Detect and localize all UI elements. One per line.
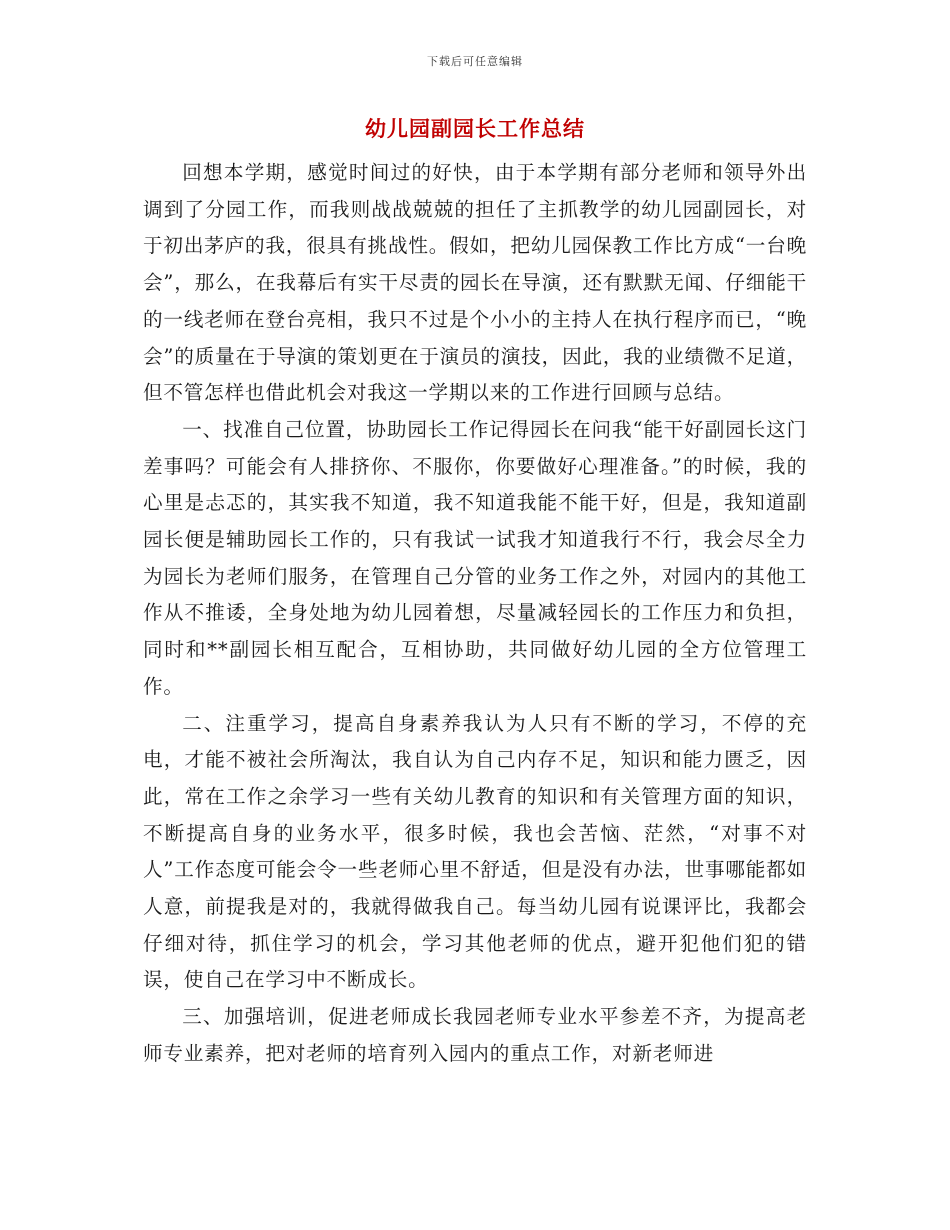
paragraph-section-3: 三、加强培训，促进老师成长我园老师专业水平参差不齐，为提高老师专业素养，把对老师的培育列入园内的重点工作，对新老师进 [143, 1005, 807, 1065]
document-title: 幼儿园副园长工作总结 [365, 116, 585, 141]
document-body [143, 155, 807, 1073]
header-note: 下载后可任意编辑 [427, 55, 523, 68]
paragraph-section-1: 一、找准自己位置，协助园长工作记得园长在问我“能干好副园长这门差事吗？可能会有人排挤你、不服你，你要做好心理准备。”的时候，我的心里是忐忑的，其实我不知道，我不知道我能不能干好，但是，我知道副园长便是辅助园长工作的，只有我试一试我才知道我行不行，我会尽全力为园长为老师们服务，在管理自己分管的业务工作之外，对园内的其他工作从不推诿，全身处地为幼儿园着想，尽量减轻园长的工作压力和负担，同时和**副园长相互配合，互相协助，共同做好幼儿园的全方位管理工作。 [143, 417, 807, 698]
paragraph-intro: 回想本学期，感觉时间过的好快，由于本学期有部分老师和领导外出调到了分园工作，而我则战战兢兢的担任了主抓教学的幼儿园副园长，对于初出茅庐的我，很具有挑战性。假如，把幼儿园保教工作比方成“一台晚会”，那么，在我幕后有实干尽责的园长在导演，还有默默无闻、仔细能干的一线老师在登台亮相，我只不过是个小小的主持人在执行程序而已，“晚会”的质量在于导演的策划更在于演员的演技，因此，我的业绩微不足道，但不管怎样也借此机会对我这一学期以来的工作进行回顾与总结。 [143, 161, 807, 405]
paragraph-section-2: 二、注重学习，提高自身素养我认为人只有不断的学习，不停的充电，才能不被社会所淘汰，我自认为自己内存不足，知识和能力匮乏，因此，常在工作之余学习一些有关幼儿教育的知识和有关管理方面的知识，不断提高自身的业务水平，很多时候，我也会苦恼、茫然，“对事不对人”工作态度可能会令一些老师心里不舒适，但是没有办法，世事哪能都如人意，前提我是对的，我就得做我自己。每当幼儿园有说课评比，我都会仔细对待，抓住学习的机会，学习其他老师的优点，避开犯他们犯的错误，使自己在学习中不断成长。 [143, 711, 807, 992]
